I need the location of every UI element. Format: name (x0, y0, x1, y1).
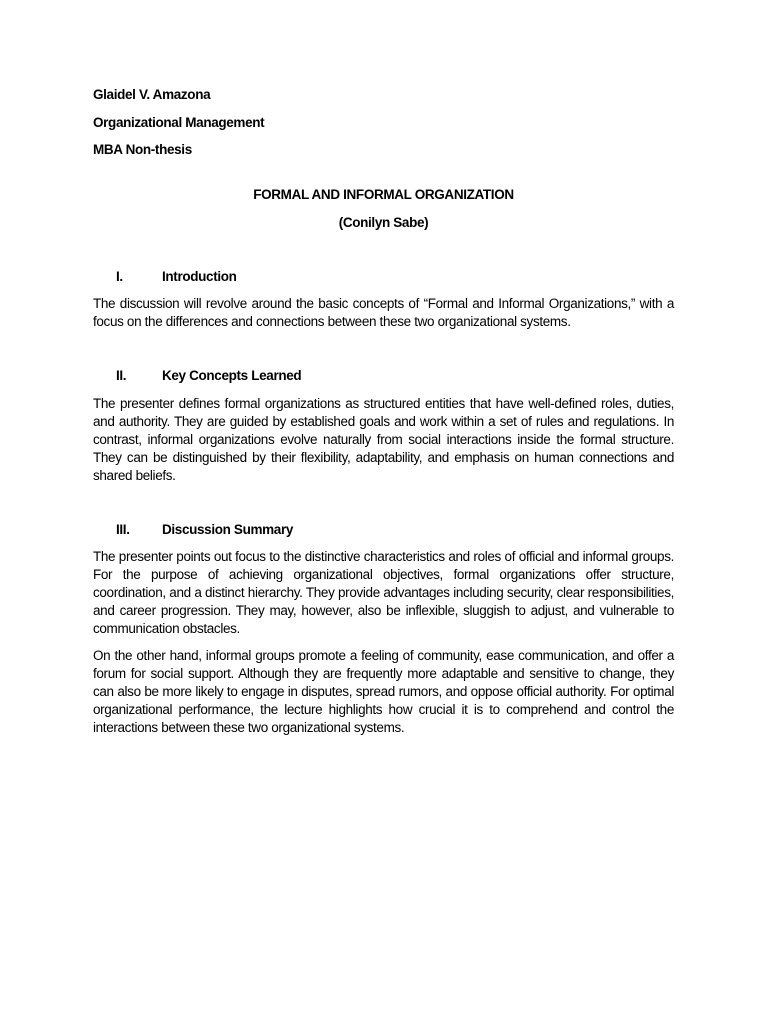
section-title: Discussion Summary (162, 521, 294, 537)
section-title: Key Concepts Learned (162, 368, 302, 383)
program-name: MBA Non-thesis (93, 142, 192, 157)
section-title: Introduction (162, 268, 237, 284)
paragraph: On the other hand, informal groups promote a feeling of community, ease communication, and offer a forum for social support. Although they are frequently more adaptable and sensitive to change, they can also be more likely to engage in disputes, spread rumors, and oppose official authority. For optimal organizational performance, the lecture highlights how crucial it is to comprehend and control the interactions between these two organizational systems. (93, 648, 674, 735)
paragraph: The presenter defines formal organizations as structured entities that have well-defined roles, duties, and authority. They are guided by established goals and work within a set of rules and regulations. In contrast, informal organizations evolve naturally from social interactions inside the formal structure. They can be distinguished by their flexibility, adaptability, and emphasis on human connections and shared beliefs. (93, 395, 674, 483)
document-body (93, 86, 674, 746)
section-heading (93, 521, 674, 539)
section-discussion-summary (93, 521, 674, 738)
section-numeral: I. (116, 268, 123, 284)
presenter-name: (Conilyn Sabe) (338, 214, 429, 230)
section-introduction (93, 268, 674, 332)
paragraph: The discussion will revolve around the basic concepts of “Formal and Informal Organizations,” with a focus on the differences and connections between these two organizational systems. (93, 296, 674, 329)
author-name: Glaidel V. Amazona (93, 87, 211, 102)
section-heading (93, 268, 674, 286)
section-key-concepts (93, 367, 674, 485)
document-title: FORMAL AND INFORMAL ORGANIZATION (253, 187, 514, 202)
section-numeral: II. (116, 368, 127, 383)
paragraph: The presenter points out focus to the distinctive characteristics and roles of official and informal groups. For the purpose of achieving organizational objectives, formal organizations offer structure, coordination, and a distinct hierarchy. They provide advantages including security, clear responsibilities, and career progression. They may, however, also be inflexible, sluggish to adjust, and vulnerable to communication obstacles. (93, 549, 674, 636)
course-name: Organizational Management (93, 114, 265, 130)
section-numeral: III. (116, 521, 130, 537)
header-block (93, 86, 674, 159)
section-heading (93, 367, 674, 385)
title-block (93, 186, 674, 232)
